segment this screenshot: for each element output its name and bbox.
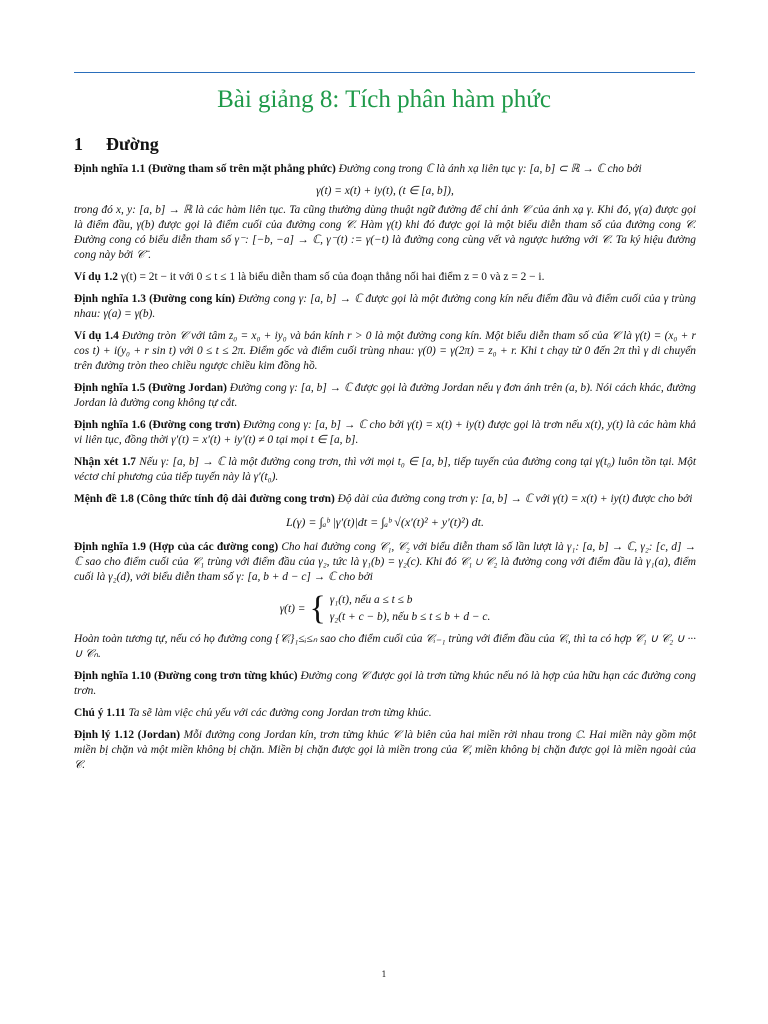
para-text: Đường cong γ: [a, b] → ℂ cho bởi γ(t) = x(t) + iy(t) được gọi là trơn nếu x(t), y(t) là các hàm khả vi liên tục, đồng thời γ′(t) = x′(t) + iy′(t) ≠ 0 tại mọi t ∈ [a, b].	[74, 419, 696, 446]
union-remark: Hoàn toàn tương tự, nếu có họ đường cong {𝒞ᵢ}₁≤ᵢ≤ₙ sao cho điểm cuối của 𝒞ᵢ₋₁ trùng với điểm đầu của 𝒞ᵢ, thì ta có hợp 𝒞₁ ∪ 𝒞₂ ∪ ··· ∪ 𝒞ₙ.	[74, 633, 696, 660]
proposition-1-8	[74, 492, 696, 507]
page-title: Bài giảng 8: Tích phân hàm phức	[217, 86, 551, 113]
equation-gamma: γ(t) = x(t) + iy(t), (t ∈ [a, b]),	[316, 185, 454, 197]
case-line-1: γ₁(t), nếu a ≤ t ≤ b	[329, 594, 413, 606]
example-1-4	[74, 329, 696, 374]
para-text: Đường cong 𝒞 được gọi là trơn từng khúc nếu nó là hợp của hữu hạn các đường cong trơn.	[74, 670, 696, 697]
para-heading: Định nghĩa 1.5 (Đường Jordan)	[74, 382, 227, 394]
para-heading: Định nghĩa 1.1 (Đường tham số trên mặt phẳng phức)	[74, 163, 336, 175]
definition-1-9	[74, 540, 696, 585]
para-text: Cho hai đường cong 𝒞₁, 𝒞₂ với biểu diễn tham số lần lượt là γ₁: [a, b] → ℂ, γ₂: [c, d] → ℂ sao cho điểm cuối của 𝒞₁ trùng với điểm đầu của γ₂, tức là γ₁(b) = γ₂(c). Khi đó 𝒞₁ ∪ 𝒞₂ là đường cong với điểm đầu là γ₁(a), điểm cuối là γ₂(d), với biểu diễn tham số γ: [a, b + d − c] → ℂ cho bởi	[74, 541, 697, 583]
note-1-11	[74, 706, 696, 721]
theorem-1-12	[74, 728, 696, 773]
para-heading: Định nghĩa 1.10 (Đường cong trơn từng khúc)	[74, 670, 298, 682]
piecewise-lhs: γ(t) =	[279, 602, 306, 615]
definition-1-5	[74, 381, 696, 411]
top-rule	[74, 72, 695, 73]
para-heading: Ví dụ 1.2	[74, 271, 118, 283]
para-heading: Định lý 1.12 (Jordan)	[74, 729, 180, 741]
case-line-2: γ₂(t + c − b), nếu b ≤ t ≤ b + d − c.	[329, 611, 491, 623]
para-text: Độ dài của đường cong trơn γ: [a, b] → ℂ với γ(t) = x(t) + iy(t) được cho bởi	[337, 493, 693, 505]
para-text: Đường cong γ: [a, b] → ℂ được gọi là đường Jordan nếu γ đơn ánh trên (a, b). Nói cách khác, đường Jordan là đường cong không tự cắt.	[74, 382, 696, 409]
example-1-2	[74, 270, 696, 285]
para-text: Đường cong γ: [a, b] → ℂ được gọi là một đường cong kín nếu điểm đầu và điểm cuối của γ trùng nhau: γ(a) = γ(b).	[74, 293, 696, 320]
para-heading: Ví dụ 1.4	[74, 330, 119, 342]
definition-1-1	[74, 162, 696, 177]
para-text: Đường tròn 𝒞 với tâm z₀ = x₀ + iy₀ và bán kính r > 0 là một đường cong kín. Một biểu diễn tham số của 𝒞 là γ(t) = (x₀ + r cos t) + i(y₀ + r sin t) với 0 ≤ t ≤ 2π. Điểm gốc và điểm cuối trùng nhau: γ(0) = γ(2π) = z₀ + r. Khi t chạy từ 0 đến 2π thì γ di chuyển trên đường tròn theo chiều ngược chiều kim đồng hồ.	[74, 330, 696, 372]
definition-1-3	[74, 292, 696, 322]
para-heading: Định nghĩa 1.3 (Đường cong kín)	[74, 293, 236, 305]
equation-length: L(γ) = ∫ₐᵇ |γ′(t)|dt = ∫ₐᵇ √(x′(t)² + y′(t)²) dt.	[285, 515, 484, 529]
para-heading: Chú ý 1.11	[74, 707, 126, 719]
para-heading: Mệnh đề 1.8 (Công thức tính độ dài đường cong trơn)	[74, 493, 335, 505]
para-text: Nếu γ: [a, b] → ℂ là một đường cong trơn, thì với mọi t₀ ∈ [a, b], tiếp tuyến của đường cong tại γ(t₀) luôn tồn tại. Một véctơ chỉ phương của tiếp tuyến này là γ′(t₀).	[74, 456, 696, 483]
para-text: γ(t) = 2t − it với 0 ≤ t ≤ 1 là biểu diễn tham số của đoạn thẳng nối hai điểm z = 0 và z = 2 − i.	[120, 271, 545, 283]
piecewise-cases	[330, 592, 491, 626]
para-heading: Nhận xét 1.7	[74, 456, 136, 468]
remark-1-7	[74, 455, 696, 485]
definition-1-6	[74, 418, 696, 448]
section-name: Đường	[106, 134, 159, 154]
section-heading	[74, 134, 159, 155]
para-text: Ta sẽ làm việc chủ yếu với các đường cong Jordan trơn từng khúc.	[128, 707, 432, 719]
definition-1-10	[74, 669, 696, 699]
para-heading: Định nghĩa 1.9 (Hợp của các đường cong)	[74, 541, 279, 553]
body-content	[74, 162, 696, 780]
para-text: Đường cong trong ℂ là ánh xạ liên tục γ: [a, b] ⊂ ℝ → ℂ cho bởi	[338, 163, 642, 175]
para-text: Mỗi đường cong Jordan kín, trơn từng khúc 𝒞 là biên của hai miền rời nhau trong ℂ. Hai miền này gồm một miền bị chặn và một miền không bị chặn. Miền bị chặn được gọi là miền trong của 𝒞, miền không bị chặn được gọi là miền ngoài của 𝒞.	[74, 729, 697, 771]
definition-1-1-cont: trong đó x, y: [a, b] → ℝ là các hàm liên tục. Ta cũng thường dùng thuật ngữ đường để chỉ ảnh 𝒞 của ánh xạ γ. Khi đó, γ(a) được gọi là điểm đầu, γ(b) được gọi là điểm cuối của đường cong 𝒞. Hàm γ(t) khi đó được gọi là một biểu diễn tham số của đường cong 𝒞. Đường cong có biểu diễn tham số γ⁻: [−b, −a] → ℂ, γ⁻(t) := γ(−t) là đường cong cùng vết và ngược hướng với 𝒞. Ta ký hiệu đường cong này bởi 𝒞⁻.	[74, 204, 696, 261]
section-number: 1	[74, 134, 83, 154]
brace-symbol: {	[309, 590, 326, 627]
page-number: 1	[381, 970, 387, 979]
piecewise-equation	[74, 592, 696, 626]
para-heading: Định nghĩa 1.6 (Đường cong trơn)	[74, 419, 241, 431]
